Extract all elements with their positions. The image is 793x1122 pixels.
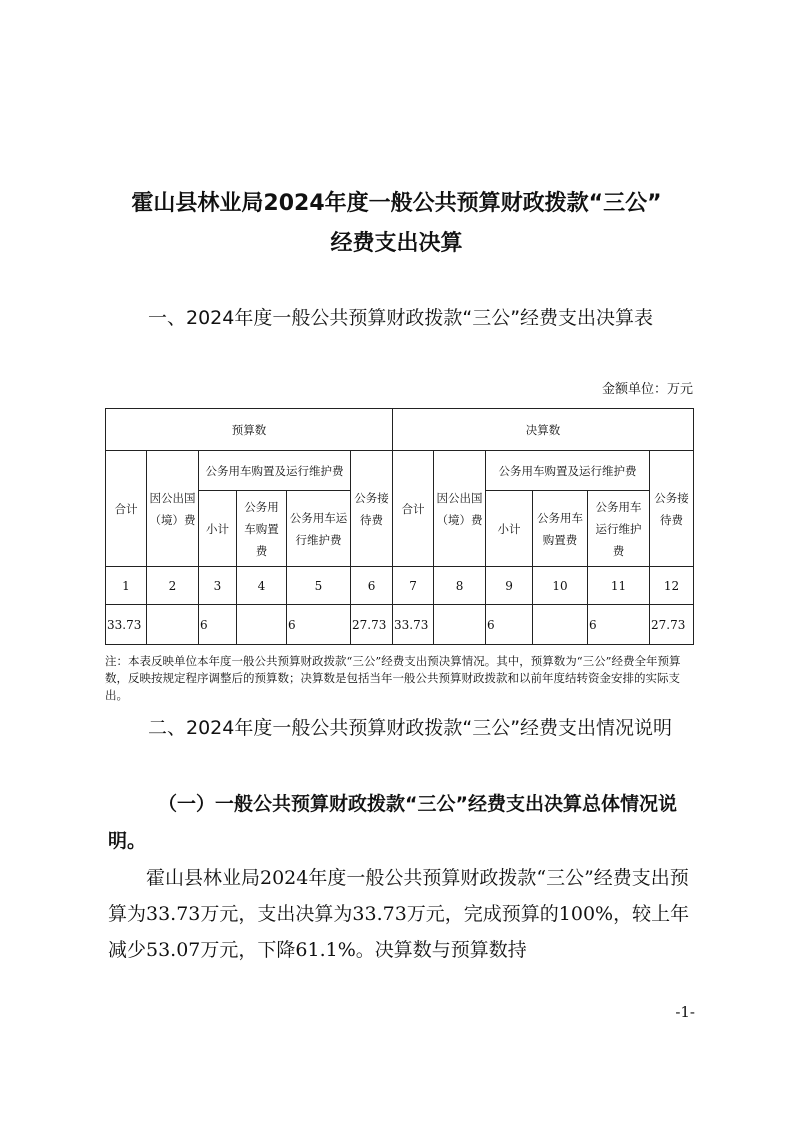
section2-heading: 二、2024年度一般公共预算财政拨款“三公”经费支出情况说明 bbox=[148, 717, 673, 739]
index-cell: 8 bbox=[434, 567, 486, 605]
header-abroad-budget: 因公出国（境）费 bbox=[147, 451, 199, 567]
index-cell: 1 bbox=[106, 567, 147, 605]
index-cell: 9 bbox=[486, 567, 533, 605]
header-vehicle-group-final: 公务用车购置及运行维护费 bbox=[486, 451, 650, 491]
index-cell: 5 bbox=[287, 567, 351, 605]
header-vehicle-group-budget: 公务用车购置及运行维护费 bbox=[199, 451, 351, 491]
value-cell: 6 bbox=[199, 605, 237, 645]
header-subtotal-final: 小计 bbox=[486, 491, 533, 567]
index-cell: 2 bbox=[147, 567, 199, 605]
value-cell: 6 bbox=[588, 605, 650, 645]
header-budget: 预算数 bbox=[106, 409, 393, 451]
value-cell: 33.73 bbox=[106, 605, 147, 645]
header-subtotal-budget: 小计 bbox=[199, 491, 237, 567]
subsection1-heading: （一）一般公共预算财政拨款“三公”经费支出决算总体情况说明。 bbox=[108, 793, 677, 852]
table-note: 注：本表反映单位本年度一般公共预算财政拨款“三公”经费支出预决算情况。其中，预算数为“三公”经费全年预算数，反映按规定程序调整后的预算数；决算数是包括当年一般公共预算财政拨款和以前年度结转资金安排的实际支出。 bbox=[105, 654, 681, 702]
value-cell bbox=[147, 605, 199, 645]
index-cell: 3 bbox=[199, 567, 237, 605]
header-vehicle-purchase-final: 公务用车购置费 bbox=[533, 491, 588, 567]
index-cell: 11 bbox=[588, 567, 650, 605]
header-final: 决算数 bbox=[393, 409, 694, 451]
header-total-final: 合计 bbox=[393, 451, 434, 567]
index-cell: 4 bbox=[237, 567, 287, 605]
document-title-line2: 经费支出决算 bbox=[330, 231, 463, 256]
value-cell: 6 bbox=[486, 605, 533, 645]
value-cell bbox=[434, 605, 486, 645]
index-cell: 10 bbox=[533, 567, 588, 605]
value-cell: 27.73 bbox=[351, 605, 393, 645]
value-cell bbox=[237, 605, 287, 645]
value-cell: 27.73 bbox=[650, 605, 694, 645]
header-reception-budget: 公务接待费 bbox=[351, 451, 393, 567]
index-cell: 6 bbox=[351, 567, 393, 605]
header-vehicle-operation-final: 公务用车运行维护费 bbox=[588, 491, 650, 567]
page-number: -1- bbox=[675, 1003, 695, 1021]
value-cell bbox=[533, 605, 588, 645]
header-reception-final: 公务接待费 bbox=[650, 451, 694, 567]
section1-heading: 一、2024年度一般公共预算财政拨款“三公”经费支出决算表 bbox=[148, 307, 654, 329]
header-total-budget: 合计 bbox=[106, 451, 147, 567]
index-cell: 7 bbox=[393, 567, 434, 605]
value-cell: 6 bbox=[287, 605, 351, 645]
header-vehicle-purchase-budget: 公务用车购置费 bbox=[237, 491, 287, 567]
value-cell: 33.73 bbox=[393, 605, 434, 645]
document-title-line1: 霍山县林业局2024年度一般公共预算财政拨款“三公” bbox=[131, 191, 662, 216]
index-cell: 12 bbox=[650, 567, 694, 605]
three-public-expenses-table bbox=[105, 408, 694, 645]
header-vehicle-operation-budget: 公务用车运行维护费 bbox=[287, 491, 351, 567]
header-abroad-final: 因公出国（境）费 bbox=[434, 451, 486, 567]
body-paragraph: 霍山县林业局2024年度一般公共预算财政拨款“三公”经费支出预算为33.73万元，支出决算为33.73万元，完成预算的100%，较上年减少53.07万元，下降61.1%。决算数与预算数持 bbox=[108, 867, 690, 961]
unit-label: 金额单位：万元 bbox=[601, 382, 693, 397]
